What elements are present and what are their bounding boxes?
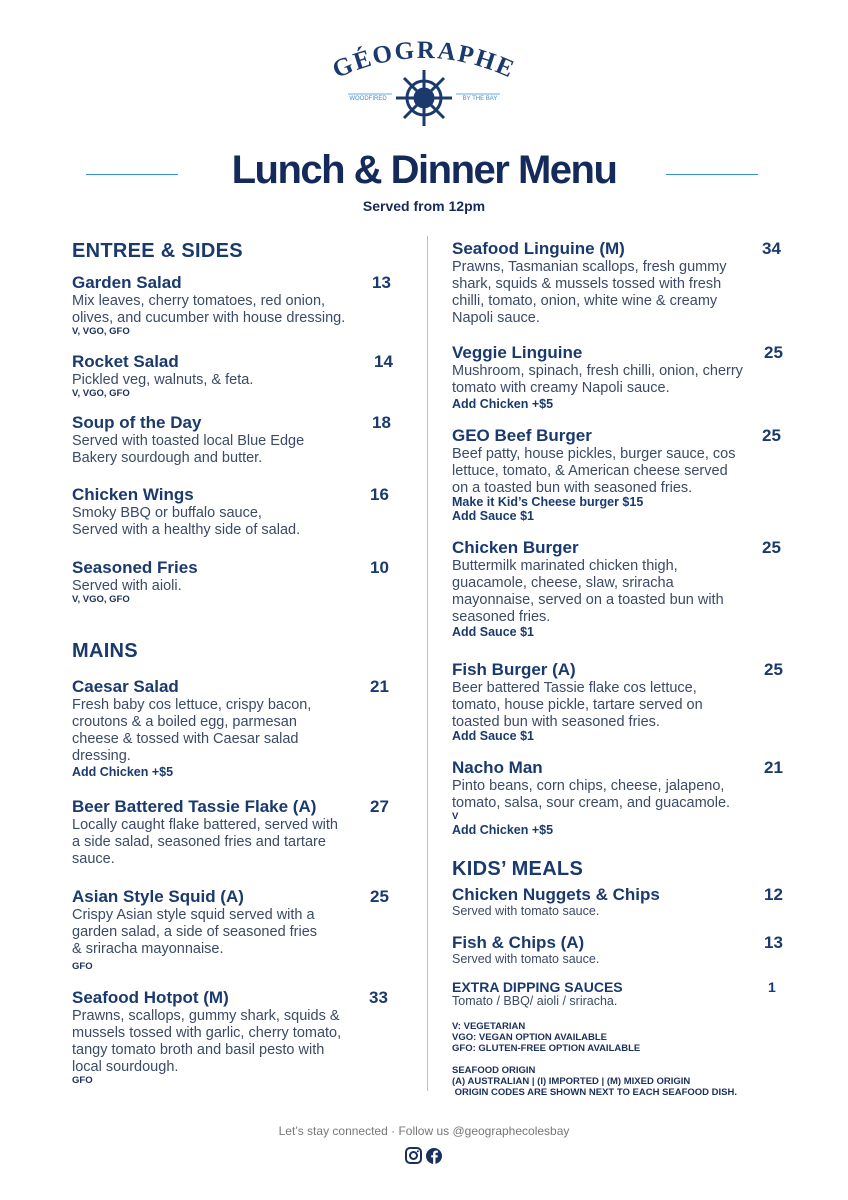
item-name: Asian Style Squid (A) <box>72 887 244 906</box>
item-desc: chilli, tomato, onion, white wine & creamy <box>452 293 718 309</box>
item-desc: Buttermilk marinated chicken thigh, <box>452 558 678 574</box>
origin-line: (A) AUSTRALIAN | (I) IMPORTED | (M) MIXED ORIGIN <box>452 1076 691 1087</box>
item-desc: Served with tomato sauce. <box>452 952 600 966</box>
item-price: 33 <box>369 988 388 1007</box>
item-desc: Served with a healthy side of salad. <box>72 522 301 538</box>
item-desc: on a toasted bun with seasoned fries. <box>452 480 693 496</box>
item-desc: tomato, house pickle, tartare served on <box>452 697 703 713</box>
item-desc: & sriracha mayonnaise. <box>72 941 224 957</box>
item-name: Nacho Man <box>452 758 543 777</box>
item-desc: tomato with creamy Napoli sauce. <box>452 380 670 396</box>
item-desc: tangy tomato broth and basil pesto with <box>72 1042 325 1058</box>
section-title-kids: KIDS’ MEALS <box>452 858 584 880</box>
item-price: 25 <box>762 538 781 557</box>
item-tag: V <box>452 811 459 822</box>
item-name: GEO Beef Burger <box>452 426 592 445</box>
item-desc: Smoky BBQ or buffalo sauce, <box>72 505 262 521</box>
item-desc: Locally caught flake battered, served with <box>72 817 338 833</box>
item-desc: cheese & tossed with Caesar salad <box>72 731 299 747</box>
social-icons <box>404 1146 444 1166</box>
item-price: 10 <box>370 558 389 577</box>
legend-line: VGO: VEGAN OPTION AVAILABLE <box>452 1032 607 1043</box>
item-price: 27 <box>370 797 389 816</box>
item-desc: mayonnaise, served on a toasted bun with <box>452 592 724 608</box>
item-price: 25 <box>764 660 783 679</box>
column-divider <box>427 236 428 1091</box>
item-name: Seafood Hotpot (M) <box>72 988 229 1007</box>
item-desc: dressing. <box>72 748 131 764</box>
item-desc: Bakery sourdough and butter. <box>72 450 263 466</box>
page-subtitle: Served from 12pm <box>362 198 486 214</box>
origin-line: SEAFOOD ORIGIN <box>452 1065 536 1076</box>
item-tag: GFO <box>72 961 93 972</box>
item-name: Seasoned Fries <box>72 558 198 577</box>
item-price: 13 <box>372 273 391 292</box>
item-desc: Pickled veg, walnuts, & feta. <box>72 372 254 388</box>
item-name: Garden Salad <box>72 273 182 292</box>
item-addon: Add Chicken +$5 <box>452 397 554 411</box>
item-name: Seafood Linguine (M) <box>452 239 625 258</box>
item-desc: sauce. <box>72 851 115 867</box>
item-desc: olives, and cucumber with house dressing. <box>72 310 346 326</box>
item-name: Chicken Burger <box>452 538 579 557</box>
footer-text: Let’s stay connected · Follow us @geographecolesbay <box>278 1124 570 1138</box>
page-title: Lunch & Dinner Menu <box>231 148 617 192</box>
item-desc: Mushroom, spinach, fresh chilli, onion, cherry <box>452 363 743 379</box>
logo-brand: GÉOGRAPHE <box>328 36 520 84</box>
item-name: Caesar Salad <box>72 677 179 696</box>
item-price: 18 <box>372 413 391 432</box>
item-desc: Prawns, scallops, gummy shark, squids & <box>72 1008 340 1024</box>
item-tag: V, VGO, GFO <box>72 388 130 399</box>
item-price: 25 <box>762 426 781 445</box>
item-desc: guacamole, cheese, slaw, sriracha <box>452 575 674 591</box>
logo-left-tag: WOODFIRED <box>349 96 387 102</box>
item-tag: V, VGO, GFO <box>72 594 130 605</box>
item-desc: Mix leaves, cherry tomatoes, red onion, <box>72 293 326 309</box>
item-desc: Pinto beans, corn chips, cheese, jalapeno, <box>452 778 725 794</box>
item-price: 13 <box>764 933 783 952</box>
item-price: 14 <box>374 352 393 371</box>
item-addon: Add Sauce $1 <box>452 625 534 639</box>
item-name: Fish Burger (A) <box>452 660 576 679</box>
item-name: Veggie Linguine <box>452 343 583 362</box>
item-name: Fish & Chips (A) <box>452 933 585 952</box>
item-name: Chicken Wings <box>72 485 194 504</box>
item-desc: Beer battered Tassie flake cos lettuce, <box>452 680 697 696</box>
item-price: 12 <box>764 885 783 904</box>
instagram-icon[interactable] <box>406 1148 421 1163</box>
item-desc: Prawns, Tasmanian scallops, fresh gummy <box>452 259 727 275</box>
item-desc: Served with tomato sauce. <box>452 904 600 918</box>
item-price: 34 <box>762 239 781 258</box>
item-addon: Add Sauce $1 <box>452 509 534 523</box>
logo-right-tag: BY THE BAY <box>462 96 498 102</box>
item-desc: lettuce, tomato, & American cheese served <box>452 463 728 479</box>
item-addon: Add Chicken +$5 <box>452 823 554 837</box>
sauces-desc: Tomato / BBQ/ aioli / sriracha. <box>452 994 618 1008</box>
item-price: 25 <box>764 343 783 362</box>
item-desc: Napoli sauce. <box>452 310 540 326</box>
item-desc: tomato, salsa, sour cream, and guacamole. <box>452 795 731 811</box>
sauces-title: EXTRA DIPPING SAUCES <box>452 979 623 995</box>
logo <box>324 36 524 136</box>
item-desc: mussels tossed with garlic, cherry tomato, <box>72 1025 342 1041</box>
facebook-icon[interactable] <box>426 1148 442 1164</box>
item-name: Beer Battered Tassie Flake (A) <box>72 797 317 816</box>
item-name: Rocket Salad <box>72 352 179 371</box>
item-tag: GFO <box>72 1075 93 1086</box>
legend-line: V: VEGETARIAN <box>452 1021 526 1032</box>
item-price: 21 <box>370 677 389 696</box>
origin-line: ORIGIN CODES ARE SHOWN NEXT TO EACH SEAFOOD DISH. <box>452 1087 738 1098</box>
item-price: 25 <box>370 887 389 906</box>
item-desc: Fresh baby cos lettuce, crispy bacon, <box>72 697 312 713</box>
item-name: Chicken Nuggets & Chips <box>452 885 660 904</box>
item-desc: local sourdough. <box>72 1059 179 1075</box>
item-desc: Served with aioli. <box>72 578 182 594</box>
logo-emblem <box>324 36 524 136</box>
item-price: 21 <box>764 758 783 777</box>
item-addon: Add Sauce $1 <box>452 729 534 743</box>
item-desc: croutons & a boiled egg, parmesan <box>72 714 297 730</box>
item-desc: garden salad, a side of seasoned fries <box>72 924 318 940</box>
sauces-price: 1 <box>768 979 776 995</box>
item-desc: shark, squids & mussels tossed with fresh <box>452 276 722 292</box>
item-desc: Served with toasted local Blue Edge <box>72 433 305 449</box>
section-title-entree: ENTREE & SIDES <box>72 240 243 262</box>
item-desc: Crispy Asian style squid served with a <box>72 907 315 923</box>
item-desc: a side salad, seasoned fries and tartare <box>72 834 326 850</box>
item-price: 16 <box>370 485 389 504</box>
item-addon: Add Chicken +$5 <box>72 765 174 779</box>
item-desc: Beef patty, house pickles, burger sauce, cos <box>452 446 736 462</box>
item-desc: seasoned fries. <box>452 609 551 625</box>
section-title-mains: MAINS <box>72 640 138 662</box>
item-tag: V, VGO, GFO <box>72 326 130 337</box>
legend-line: GFO: GLUTEN-FREE OPTION AVAILABLE <box>452 1043 641 1054</box>
item-desc: toasted bun with seasoned fries. <box>452 714 660 730</box>
item-addon: Make it Kid’s Cheese burger $15 <box>452 495 644 509</box>
item-name: Soup of the Day <box>72 413 202 432</box>
